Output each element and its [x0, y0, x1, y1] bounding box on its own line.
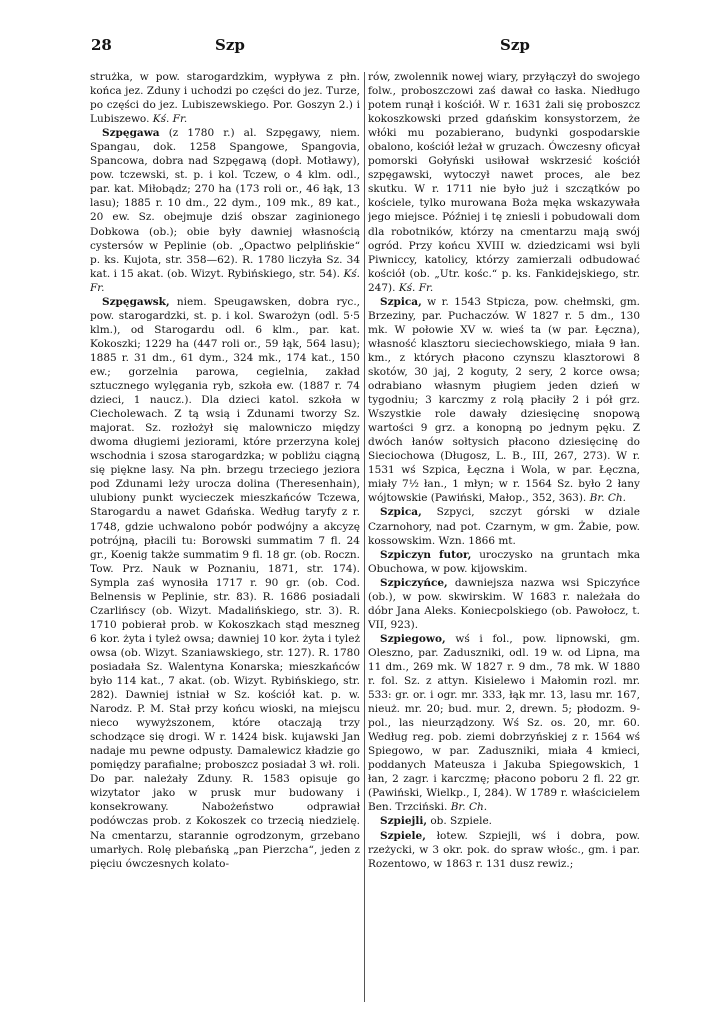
dictionary-entry — [368, 505, 640, 547]
entry-text: uroczysko na gruntach mka Obuchowa, w pow. kijowskim. — [368, 548, 640, 575]
left-column — [90, 70, 360, 1005]
entry-headword: Szpiczyn futor, — [380, 548, 472, 561]
entry-headword: Szpiczyńce, — [380, 576, 448, 589]
entry-headword: Szpęgawsk, — [102, 295, 170, 308]
dictionary-entry — [368, 548, 640, 576]
entry-signature: Kś. Fr. — [90, 267, 360, 294]
entry-signature: Br. Ch. — [589, 492, 627, 505]
entry-signature: Br. Ch. — [450, 801, 488, 814]
entry-text: łotew. Szpiejli, wś i dobra, pow. rzeżycki, w 3 okr. pok. do spraw włośc., gm. i par. Rozentowo, w 1863 r. 131 dusz rewiz.; — [368, 829, 640, 870]
entry-text: niem. Speugawsken, dobra ryc., pow. starogardzki, st. p. i kol. Swarożyn (odl. 5·5 klm.), od Starogardu odl. 6 klm., par. kat. Kokoszki; 1229 ha (447 roli or., 59 łąk, 564 lasu); 1885 r. 31 dm., 61 dym., 324 mk., 174 kat., 150 ew.; gorzelnia parowa, cegielnia, zakład sztucznego wylęgania ryb, szkoła ew. (1887 r. 74 dzieci, 1 naucz.). Dla dzieci katol. szkoła w Ciecholewach. Z tą wsią i Zdunami tworzy Sz. majorat. Sz. rozłożył się malowniczo między dwoma długiemi jeziorami, które przerzyna kolej wschodnia i szosa starogardzka; w pobliżu ciągną się piękne lasy. Na płn. brzegu trzeciego jeziora pod Zdunami leży urocza dolina (Theresenhain), ulubiony punkt wycieczek mieszkańców Tczewa, Starogardu a nawet Gdańska. Według taryfy z r. 1748, gdzie uchwalono pobór podwójny a akcyzę potrójną, płacili tu: Borowski summatim 7 fl. 24 gr., Koenig także summatim 9 fl. 18 gr. (ob. Roczn. Tow. Prz. Nauk w Poznaniu, 1871, str. 174). Sympla zaś wynosiła 1717 r. 90 gr. (ob. Cod. Belnensis w Peplinie, str. 83). R. 1686 posiadali Czarlińscy (ob. Wizyt. Madalińskiego, str. 3). R. 1710 pobierał prob. w Kokoszkach stąd meszneg 6 kor. żyta i tyleż owsa; dawniej 10 kor. żyta i tyleż owsa (ob. Wizyt. Szaniawskiego, str. 127). R. 1780 posiadała Sz. Walentyna Konarska; mieszkańców było 114 kat., 7 akat. (ob. Wizyt. Rybińskiego, str. 282). Dawniej istniał w Sz. kościół kat. p. w. Narodz. P. M. Stał przy końcu wioski, na miejscu nieco wywyższonem, które otaczają trzy schodzące się drogi. W r. 1424 bisk. kujawski Jan nadaje mu pewne odpusty. Damalewicz kładzie go pomiędzy parafialne; proboszcz posiadał 3 wł. roli. Do par. należały Zduny. R. 1583 opisuje go wizytator jako w prusk mur budowany i konsekrowany. Nabożeństwo odprawiał podówczas prob. z Kokoszek co trzecią niedzielę. Na cmentarzu, starannie ogrodzonym, grzebano umarłych. Rolę plebańską „pan Pierzcha“, jeden z pięciu ówczesnych kolato- — [90, 295, 360, 870]
entry-headword: Szpiegowo, — [380, 632, 446, 645]
entry-headword: Szpiele, — [380, 829, 426, 842]
running-head-right: Szp — [500, 36, 530, 54]
page-number: 28 — [91, 36, 112, 54]
dictionary-entry — [368, 70, 640, 295]
dictionary-entry — [368, 632, 640, 815]
dictionary-entry — [368, 576, 640, 632]
dictionary-entry — [90, 295, 360, 871]
entry-text: wś i fol., pow. lipnowski, gm. Oleszno, par. Zaduszniki, odl. 19 w. od Lipna, ma 11 dm., 269 mk. W 1827 r. 9 dm., 78 mk. W 1880 r. fol. Sz. z attyn. Kisielewo i Małomin rozl. mr. 533: gr. or. i ogr. mr. 333, łąk mr. 13, lasu mr. 167, nieuż. mr. 20; bud. mur. 2, drewn. 5; płodozm. 9-pol., las nieurządzony. Wś Sz. os. 20, mr. 60. Według reg. pob. ziemi dobrzyńskiej z r. 1564 wś Spiegowo, w par. Zaduszniki, miała 4 kmieci, poddanych Mateusza i Jakuba Spiegowskich, 1 łan, 2 zagr. i karczmę; płacono poboru 2 fl. 22 gr. (Pawiński, Wielkp., I, 284). W 1789 r. właścicielem Ben. Trzciński. — [368, 632, 640, 814]
entry-headword: Szpęgawa — [102, 127, 160, 140]
dictionary-entry — [90, 126, 360, 295]
entry-headword: Szpiejli, — [380, 815, 427, 828]
dictionary-entry — [368, 829, 640, 871]
entry-text: w r. 1543 Stpicza, pow. chełmski, gm. Brzeziny, par. Puchaczów. W 1827 r. 5 dm., 130 mk. W połowie XV w. wieś ta (w par. Łęczna), własność klasztoru sieciechowskiego, miała 9 łan. km., z których płacono czynszu klasztorowi 8 skotów, 30 jaj, 2 koguty, 2 sery, 2 korce owsa; odrabiano własnym pługiem jeden dzień w tygodniu; 3 karczmy z rolą płaciły 2 i pół grz. Wszystkie role dawały dziesięcinę snopową wartości 9 grz. a konopną po jednym pęku. Z dwóch łanów sołtysich płacono dziesięcinę do Sieciochowa (Długosz, L. B., III, 267, 273). W r. 1531 wś Szpica, Łęczna i Wola, w par. Łęczna, miały 7½ łan., 1 młyn; w r. 1564 Sz. było 2 łany wójtowskie (Pawiński, Małop., 352, 363). — [368, 295, 640, 505]
entry-text: ob. Szpiele. — [430, 815, 492, 828]
page-header — [0, 28, 720, 52]
entry-headword: Szpica, — [380, 506, 422, 519]
entry-signature: Kś. Fr. — [398, 281, 434, 294]
entry-text: Szpyci, szczyt górski w dziale Czarnohory, nad pot. Czarnym, w gm. Żabie, pow. kossowskim. Wzn. 1866 mt. — [368, 506, 640, 547]
right-column — [368, 70, 640, 1005]
entry-signature: Kś. Fr. — [152, 113, 188, 126]
column-divider — [364, 72, 365, 1002]
dictionary-entry — [368, 295, 640, 506]
entry-headword: Szpica, — [380, 295, 422, 308]
entry-text: (z 1780 r.) al. Szpęgawy, niem. Spangau, dok. 1258 Spangowe, Spangovia, Spancowa, dobra nad Szpęgawą (dopł. Motławy), pow. tczewski, st. p. i kol. Tczew, o 4 klm. odl., par. kat. Miłobądz; 270 ha (173 roli or., 46 łąk, 13 lasu); 1885 r. 10 dm., 22 dym., 109 mk., 89 kat., 20 ew. Sz. obejmuje dziś obszar zaginionego Dobkowa (ob.); obie były dawniej własnością cystersów w Peplinie (ob. „Opactwo pelplińskie“ p. ks. Kujota, str. 358—62). R. 1780 liczyła Sz. 34 kat. i 15 akat. (ob. Wizyt. Rybińskiego, str. 54). — [90, 127, 360, 280]
running-head-left: Szp — [215, 36, 245, 54]
entry-text: strużka, w pow. starogardzkim, wypływa z płn. końca jez. Zduny i uchodzi po części do jez. Turze, po części do jez. Lubiszewskiego. Por. Goszyn 2.) i Lubiszewo. — [90, 71, 360, 126]
entry-text: dawniejsza nazwa wsi Spiczyńce (ob.), w pow. skwirskim. W 1683 r. należała do dóbr Jana Aleks. Koniecpolskiego (ob. Pawołocz, t. VII, 923). — [368, 576, 640, 631]
dictionary-entry — [90, 70, 360, 126]
entry-text: rów, zwolennik nowej wiary, przyłączył do swojego folw., proboszczowi zaś dawał co łaska. Niedługo potem runął i kościół. W r. 1631 żali się proboszcz kokoszkowski przed gdańskim konsystorzem, że włóki mu pozabierano, budynki gospodarskie obalono, kościół leżał w gruzach. Ówczesny oficyał pomorski Gołyński usiłował wskrzesić kościół szpęgawski, wytoczył nawet proces, ale bez skutku. W r. 1711 nie było już i szczątków po kościele, tylko murowana Boża męka wskazywała jego miejsce. Później i tę zniesli i pobudowali dom dla robotników, którzy na cmentarzu mają swój ogród. Przy końcu XVIII w. dziedzicami wsi byli Piwniccy, katolicy, którzy zamierzali odbudować kościół (ob. „Utr. kośc.“ p. ks. Fankidejskiego, str. 247). — [368, 71, 640, 294]
dictionary-entry — [368, 814, 640, 828]
